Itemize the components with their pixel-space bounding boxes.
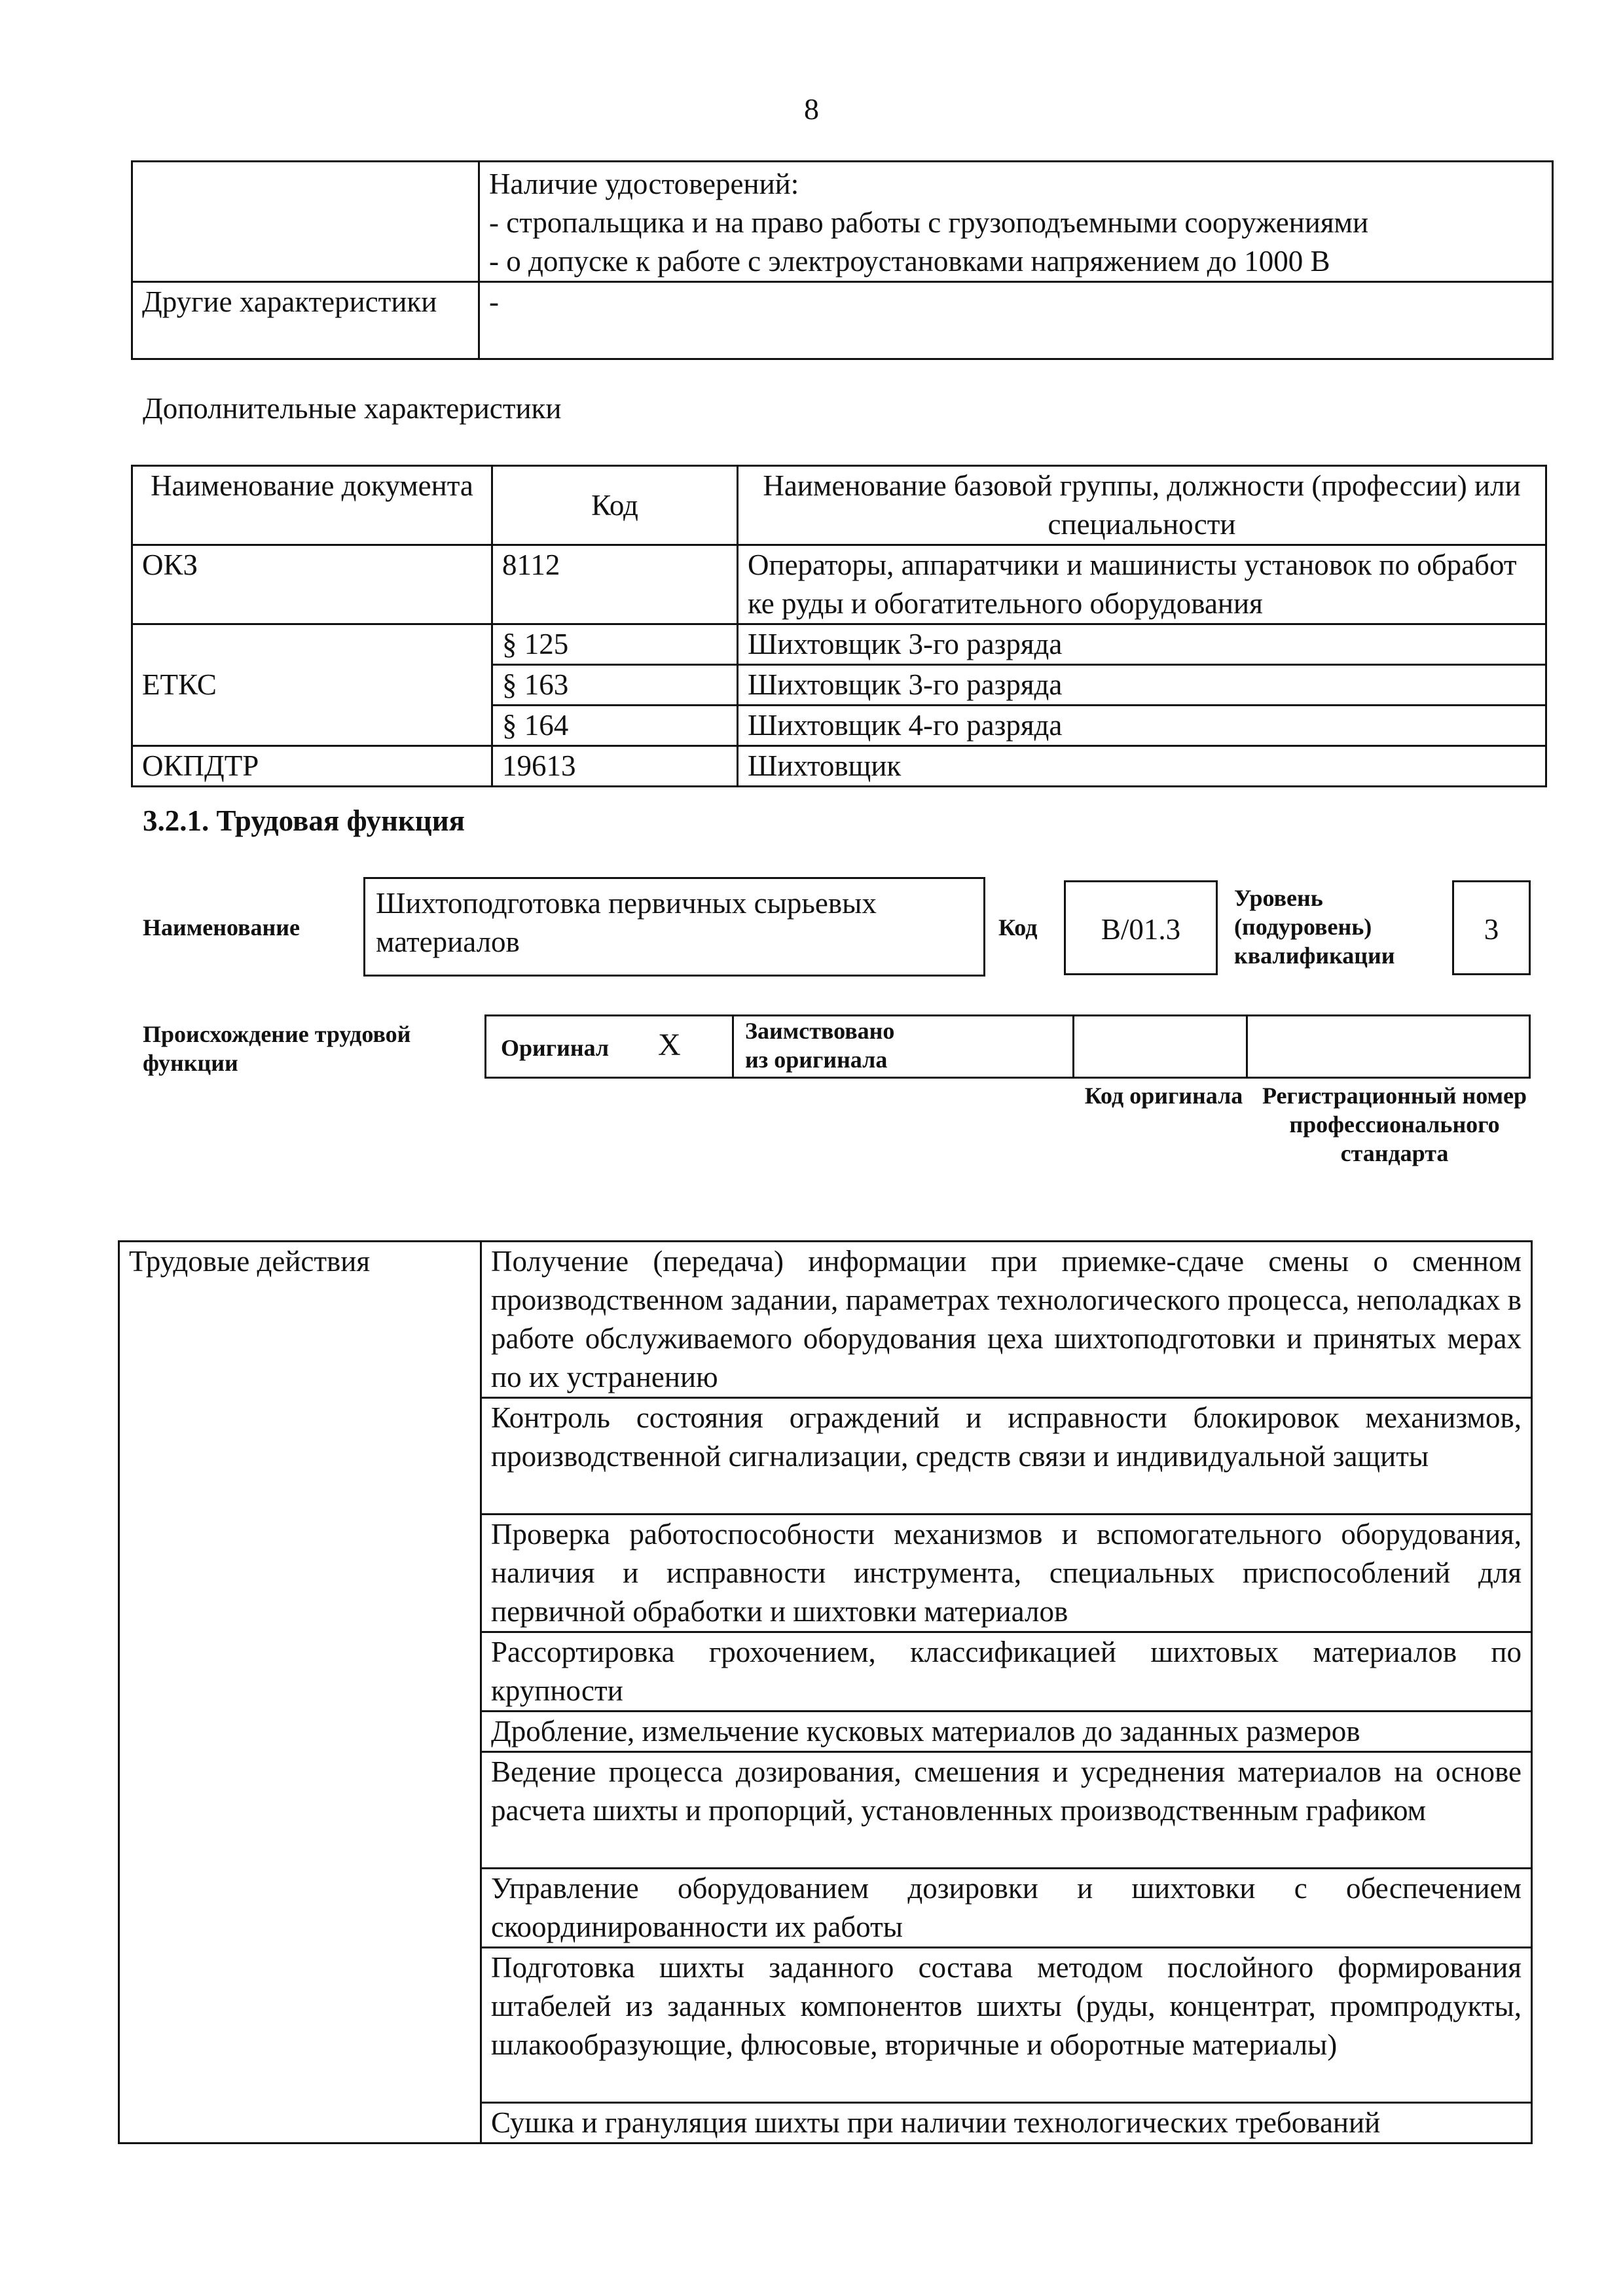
- function-code-box: [1064, 880, 1218, 975]
- etks-name-1: Шихтовщик 3-го разряда: [738, 624, 1546, 665]
- labor-action-9: Сушка и грануляция шихты при наличии технологических требований: [481, 2103, 1532, 2144]
- etks-code-1: § 125: [492, 624, 738, 665]
- additional-characteristics-table: [131, 465, 1547, 787]
- qualification-level-label: Уровень (подуровень) квалификации: [1234, 885, 1395, 969]
- empty-cell: [132, 162, 479, 282]
- function-name-box: [363, 877, 985, 977]
- etks-code-2: § 163: [492, 665, 738, 706]
- origin-reg-cell: [1246, 1016, 1529, 1077]
- okpdtr-name: Шихтовщик: [738, 746, 1546, 787]
- original-label: Оригинал: [501, 1035, 610, 1061]
- function-heading: 3.2.1. Трудовая функция: [143, 804, 465, 837]
- okpdtr-doc: ОКПДТР: [132, 746, 492, 787]
- certificates-title: Наличие удостоверений:: [489, 168, 799, 200]
- origin-code-cell: [1072, 1016, 1248, 1077]
- other-characteristics-label: Другие характеристики: [132, 282, 479, 359]
- labor-action-8: Подготовка шихты заданного состава методом послойного формирования штабелей из заданных компонентов шихты (руды, концентрат, промпродукты, шлакообразующие, флюсовые, вторичные и оборотные материалы): [481, 1948, 1532, 2103]
- borrowed-label: Заимствовано из оригинала: [745, 1018, 895, 1073]
- certificates-cell: [479, 162, 1553, 282]
- certificates-line-2: - о допуске к работе с электроустановками напряжением до 1000 В: [489, 245, 1330, 278]
- original-mark: X: [658, 1028, 681, 1062]
- header-group: Наименование базовой группы, должности (профессии) или специальности: [738, 466, 1546, 545]
- etks-name-3: Шихтовщик 4-го разряда: [738, 706, 1546, 746]
- labor-action-2: Контроль состояния ограждений и исправности блокировок механизмов, производственной сигнализации, средств связи и индивидуальной защиты: [481, 1398, 1532, 1515]
- labor-actions-table: [118, 1240, 1533, 2144]
- labor-actions-label: Трудовые действия: [119, 1242, 481, 2144]
- labor-action-6: Ведение процесса дозирования, смешения и усреднения материалов на основе расчета шихты и пропорций, установленных производственным графиком: [481, 1752, 1532, 1869]
- page-number: 8: [804, 92, 819, 126]
- top-characteristics-table: [131, 160, 1554, 360]
- labor-action-5: Дробление, измельчение кусковых материалов до заданных размеров: [481, 1712, 1532, 1752]
- other-characteristics-value: -: [479, 282, 1553, 359]
- qualification-level-value: 3: [1484, 913, 1499, 946]
- header-code: Код: [492, 466, 738, 545]
- origin-label: Происхождение трудовой функции: [143, 1021, 411, 1076]
- okz-doc: ОКЗ: [132, 545, 492, 624]
- qualification-level-box: [1452, 880, 1531, 975]
- header-document: Наименование документа: [132, 466, 492, 545]
- labor-action-4: Рассортировка грохочением, классификацией шихтовых материалов по крупности: [481, 1632, 1532, 1712]
- origin-row: [484, 1014, 1531, 1079]
- function-name-label: Наименование: [143, 914, 300, 941]
- okz-name: Операторы, аппаратчики и машинисты установок по обработ ке руды и обогатительного оборудования: [738, 545, 1546, 624]
- labor-action-7: Управление оборудованием дозировки и шихтовки с обеспечением скоординированности их работы: [481, 1869, 1532, 1948]
- etks-code-3: § 164: [492, 706, 738, 746]
- function-code-label: Код: [998, 914, 1038, 941]
- origin-original-cell: [486, 1016, 734, 1077]
- function-code-value: B/01.3: [1101, 913, 1181, 946]
- additional-characteristics-title: Дополнительные характеристики: [143, 392, 562, 425]
- origin-code-caption: Код оригинала: [1084, 1083, 1243, 1109]
- etks-name-2: Шихтовщик 3-го разряда: [738, 665, 1546, 706]
- origin-reg-caption: Регистрационный номер профессионального стандарта: [1262, 1083, 1527, 1166]
- labor-action-3: Проверка работоспособности механизмов и вспомогательного оборудования, наличия и исправности инструмента, специальных приспособлений для первичной обработки и шихтовки материалов: [481, 1515, 1532, 1632]
- okpdtr-code: 19613: [492, 746, 738, 787]
- function-name-value: Шихтоподготовка первичных сырьевых материалов: [376, 887, 877, 958]
- labor-action-1: Получение (передача) информации при приемке-сдаче смены о сменном производственном задании, параметрах технологического процесса, неполадках в работе обслуживаемого оборудования цеха шихтоподготовки и принятых мерах по их устранению: [481, 1242, 1532, 1398]
- okz-code: 8112: [492, 545, 738, 624]
- etks-doc: ЕТКС: [132, 624, 492, 746]
- certificates-line-1: - стропальщика и на право работы с грузоподъемными сооружениями: [489, 206, 1369, 239]
